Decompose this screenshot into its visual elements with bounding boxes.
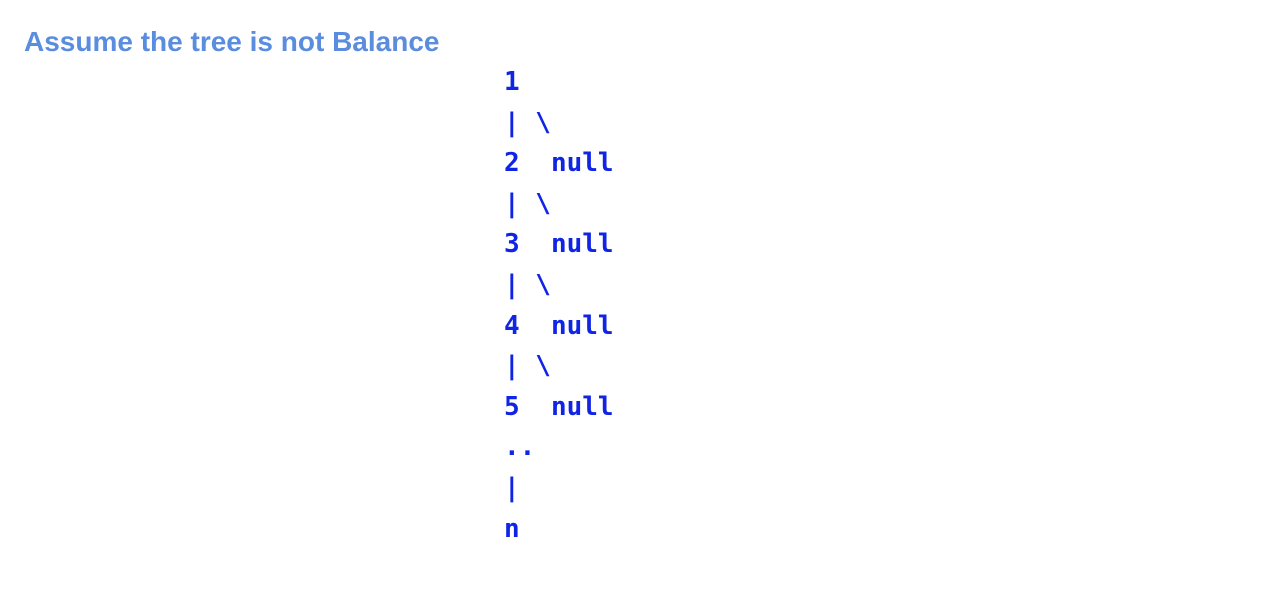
tree-branch: | \ [504, 351, 551, 382]
tree-node-n: n [504, 513, 520, 544]
tree-node-5: 5 null [504, 391, 614, 422]
tree-branch: | \ [504, 188, 551, 219]
tree-branch: | \ [504, 269, 551, 300]
tree-diagram [504, 62, 614, 549]
page-title: Assume the tree is not Balance [24, 26, 440, 57]
tree-node-1: 1 [504, 67, 520, 97]
tree-node-2: 2 null [504, 148, 614, 179]
tree-ellipsis: .. [504, 432, 536, 463]
tree-node-4: 4 null [504, 310, 614, 341]
tree-branch: | \ [504, 107, 551, 138]
tree-branch: | [504, 472, 520, 503]
tree-node-3: 3 null [504, 229, 614, 260]
